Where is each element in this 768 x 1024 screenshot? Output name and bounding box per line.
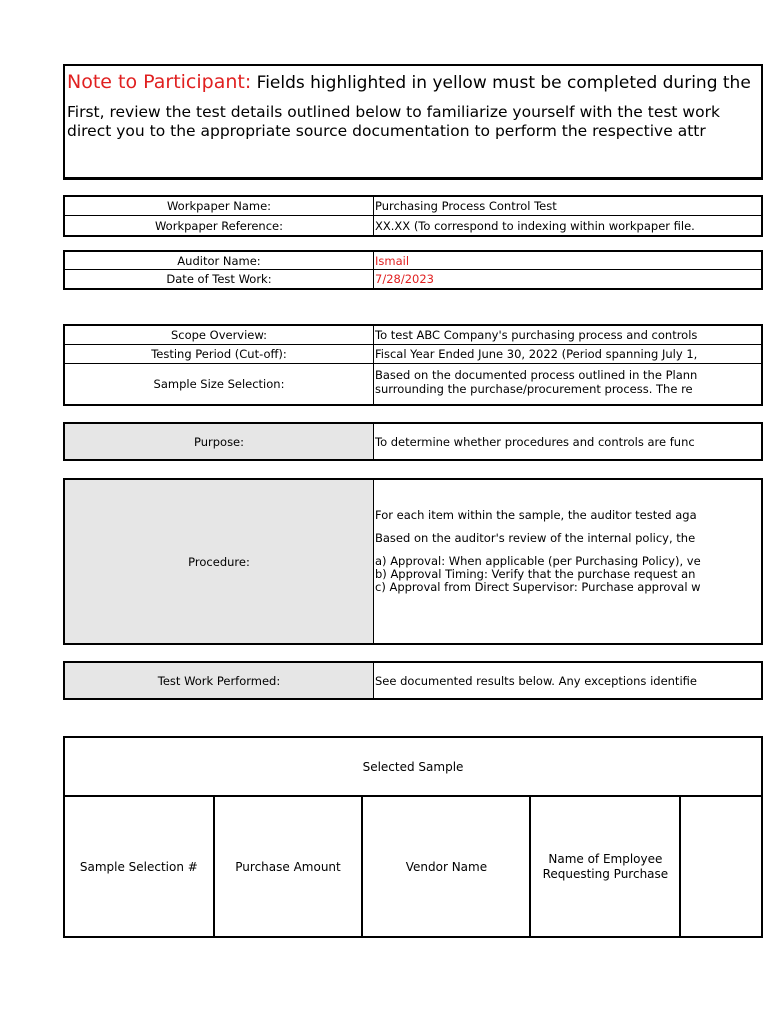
purpose-block <box>63 422 763 461</box>
procedure-step-a: a) Approval: When applicable (per Purchasing Policy), ve <box>375 554 701 568</box>
testing-period-cell[interactable]: Fiscal Year Ended June 30, 2022 (Period spanning July 1, <box>375 347 698 361</box>
sample-size-text-2: surrounding the purchase/procurement process. The re <box>375 382 693 396</box>
scope-overview-cell[interactable]: To test ABC Company's purchasing process and controls <box>375 328 698 342</box>
scope-block <box>63 324 763 406</box>
workpaper-name-label: Workpaper Name: <box>65 197 374 215</box>
selected-sample-title: Selected Sample <box>64 737 762 796</box>
sample-size-text-1: Based on the documented process outlined in the Plann <box>375 368 698 382</box>
sample-size-label: Sample Size Selection: <box>65 364 374 404</box>
procedure-block <box>63 478 763 645</box>
test-date-label: Date of Test Work: <box>65 270 374 288</box>
purpose-cell[interactable]: To determine whether procedures and controls are func <box>375 434 695 449</box>
header-sample-selection[interactable]: Sample Selection # <box>64 796 214 937</box>
auditor-name-label: Auditor Name: <box>65 252 374 269</box>
sample-size-cell[interactable] <box>374 364 761 404</box>
auditor-name-cell[interactable]: Ismail <box>375 253 410 268</box>
header-vendor-name[interactable]: Vendor Name <box>362 796 530 937</box>
header-employee-requesting[interactable]: Name of Employee Requesting Purchase <box>530 796 680 937</box>
purpose-label: Purpose: <box>65 424 374 459</box>
note-line-1: Fields highlighted in yellow must be completed during the <box>251 73 751 93</box>
procedure-label: Procedure: <box>65 480 374 643</box>
workpaper-name-cell[interactable]: Purchasing Process Control Test <box>375 199 557 213</box>
header-next-column[interactable] <box>680 796 762 937</box>
procedure-step-b: b) Approval Timing: Verify that the purchase request an <box>375 567 696 581</box>
note-line-2: First, review the test details outlined below to familiarize yourself with the test work <box>67 103 720 121</box>
procedure-step-c: c) Approval from Direct Supervisor: Purchase approval w <box>375 580 701 594</box>
procedure-para-2: Based on the auditor's review of the internal policy, the <box>375 531 696 545</box>
test-work-label: Test Work Performed: <box>65 663 374 698</box>
note-line-3: direct you to the appropriate source documentation to perform the respective attr <box>67 122 706 140</box>
selected-sample-table <box>63 736 763 938</box>
test-work-block <box>63 661 763 700</box>
header-purchase-amount[interactable]: Purchase Amount <box>214 796 363 937</box>
procedure-cell[interactable] <box>374 480 761 643</box>
auditor-block <box>63 250 763 290</box>
testing-period-label: Testing Period (Cut-off): <box>65 345 374 363</box>
scope-overview-label: Scope Overview: <box>65 326 374 344</box>
workpaper-ref-cell[interactable]: XX.XX (To correspond to indexing within workpaper file. <box>375 218 695 233</box>
workpaper-block <box>63 195 763 237</box>
note-title: Note to Participant: <box>67 71 252 93</box>
workpaper-ref-label: Workpaper Reference: <box>65 216 374 235</box>
participant-note <box>63 64 763 180</box>
test-date-cell[interactable]: 7/28/2023 <box>375 272 434 286</box>
test-work-cell[interactable]: See documented results below. Any exceptions identifie <box>375 673 697 688</box>
procedure-para-1: For each item within the sample, the auditor tested aga <box>375 508 697 522</box>
